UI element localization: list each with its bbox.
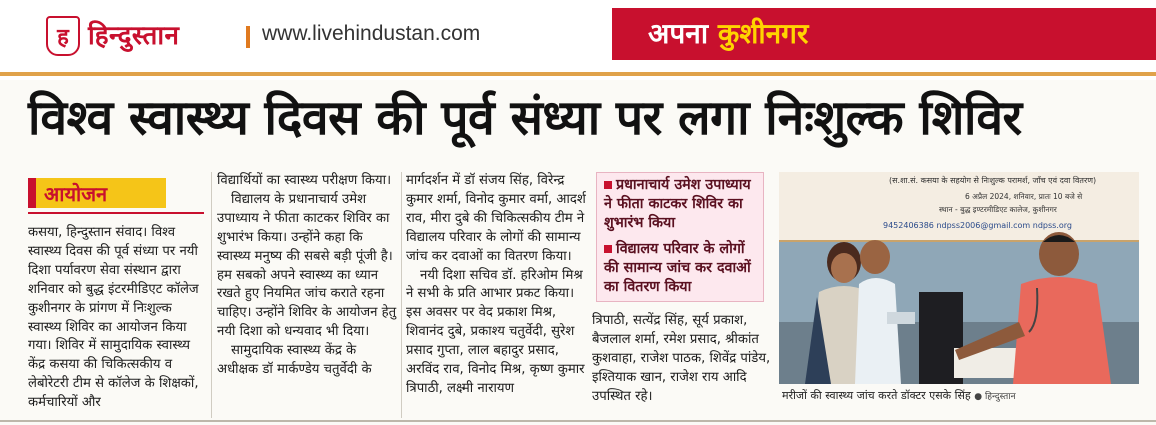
section-prefix: अपना: [648, 17, 709, 50]
bottom-rule: [0, 420, 1156, 422]
bullet-square-icon: [604, 245, 612, 253]
highlight-item: [604, 176, 760, 233]
banner-contact: 9452406386 ndpss2006@gmail.com ndpss.org: [883, 221, 1072, 230]
photo-credit: ● हिन्दुस्तान: [974, 392, 1016, 402]
col4-text: त्रिपाठी, सत्येंद्र सिंह, सूर्य प्रकाश, बैजलाल शर्मा, रमेश प्रसाद, श्रीकांत कुशवाहा, राजेश पाठक, शिवेंद्र पांडेय, इश्तियाक खान, राजेश राय आदि उपस्थित रहे।: [592, 313, 771, 404]
tag-underline: [28, 212, 204, 214]
masthead-rule: [0, 72, 1156, 76]
col3-para-2: नयी दिशा सचिव डॉ. हरिओम मिश्र ने सभी के प्रति आभार प्रकट किया। इस अवसर पर वेद प्रकाश मिश्र, शिवानंद दुबे, प्रकाश्य चतुर्वेदी, सुरेश प्रसाद गुप्ता, लाल बहादुर प्रसाद, अरविंद राव, विनोद मिश्र, कृष्ण कुमार त्रिपाठी, लक्ष्मी नारायण: [406, 267, 585, 396]
article-photo: [779, 172, 1139, 384]
logo-glyph: ह: [57, 25, 69, 50]
section-title: [648, 14, 808, 52]
photo-illustration: [779, 172, 1139, 384]
tag-label: आयोजन: [44, 182, 108, 206]
column-divider: [211, 172, 212, 418]
article-column-4: [592, 312, 774, 422]
masthead-separator: [246, 26, 250, 48]
brand-name: हिन्दुस्तान: [88, 21, 180, 51]
section-highlight: कुशीनगर: [717, 17, 809, 50]
highlight-item: [604, 240, 760, 297]
article-column-3: [406, 172, 588, 422]
highlight-text: विद्यालय परिवार के लोगों की सामान्य जांच कर दवाओं का वितरण किया: [604, 241, 751, 295]
banner-line-2: 6 अप्रैल 2024, शनिवार, प्रातः 10 बजे से: [965, 192, 1083, 201]
bullet-square-icon: [604, 181, 612, 189]
photo-caption: [782, 388, 1142, 403]
col2-para-3: सामुदायिक स्वास्थ्य केंद्र के अधीक्षक डॉ मार्कण्डेय चतुर्वेदी के: [217, 343, 372, 378]
hindustan-logo-icon: [46, 16, 80, 56]
article-column-2: [217, 172, 397, 422]
col3-para-1: मार्गदर्शन में डॉ संजय सिंह, विरेन्द्र कुमार शर्मा, विनोद कुमार वर्मा, आदर्श राव, मीरा दुबे की चिकित्सकीय टीम ने विद्यालय परिवार के लोगों की सामान्य जांच कर दवाओं का वितरण किया।: [406, 173, 586, 264]
caption-text: मरीजों की स्वास्थ्य जांच करते डॉक्टर एसके सिंह: [782, 389, 971, 402]
website-url: www.livehindustan.com: [262, 22, 481, 45]
article-headline: विश्व स्वास्थ्य दिवस की पूर्व संध्या पर लगा निःशुल्क शिविर: [28, 90, 1022, 146]
article-column-1: [28, 224, 208, 420]
credit-text: हिन्दुस्तान: [984, 392, 1016, 402]
col2-para-2: विद्यालय के प्रधानाचार्य उमेश उपाध्याय ने फीता काटकर शिविर का शुभारंभ किया। उन्होंने कहा कि स्वास्थ्य मनुष्य की सबसे बड़ी पूंजी है। हम सबको अपने स्वास्थ्य का ध्यान रखते हुए नियमित जांच कराते रहना चाहिए। उन्होंने शिविर के आयोजन हेतु नयी दिशा को धन्यवाद भी दिया।: [217, 191, 397, 340]
col1-text: कसया, हिन्दुस्तान संवाद। विश्व स्वास्थ्य दिवस की पूर्व संध्या पर नयी दिशा पर्यावरण सेवा संस्थान द्वारा शनिवार को बुद्ध इंटरमीडिएट कॉलेज कुशीनगर के प्रांगण में निःशुल्क स्वास्थ्य शिविर का आयोजन किया गया। शिविर में सामुदायिक स्वास्थ्य केंद्र कसया की चिकित्सकीय व लेबोरेटरी टीम से कॉलेज के शिक्षकों, कर्मचारियों और: [28, 225, 199, 411]
col2-para-1: विद्यार्थियों का स्वास्थ्य परीक्षण किया।: [217, 173, 392, 188]
banner-line-3: स्थान - बुद्ध इण्टरमीडिएट कालेज, कुशीनगर: [939, 205, 1057, 214]
banner-line-1: (स.शा.सं. कसया के सहयोग से निःशुल्क परामर्श, जाँच एवं दवा वितरण): [889, 176, 1097, 185]
column-divider: [401, 172, 402, 418]
highlight-text: प्रधानाचार्य उमेश उपाध्याय ने फीता काटकर शिविर का शुभारंभ किया: [604, 177, 751, 231]
